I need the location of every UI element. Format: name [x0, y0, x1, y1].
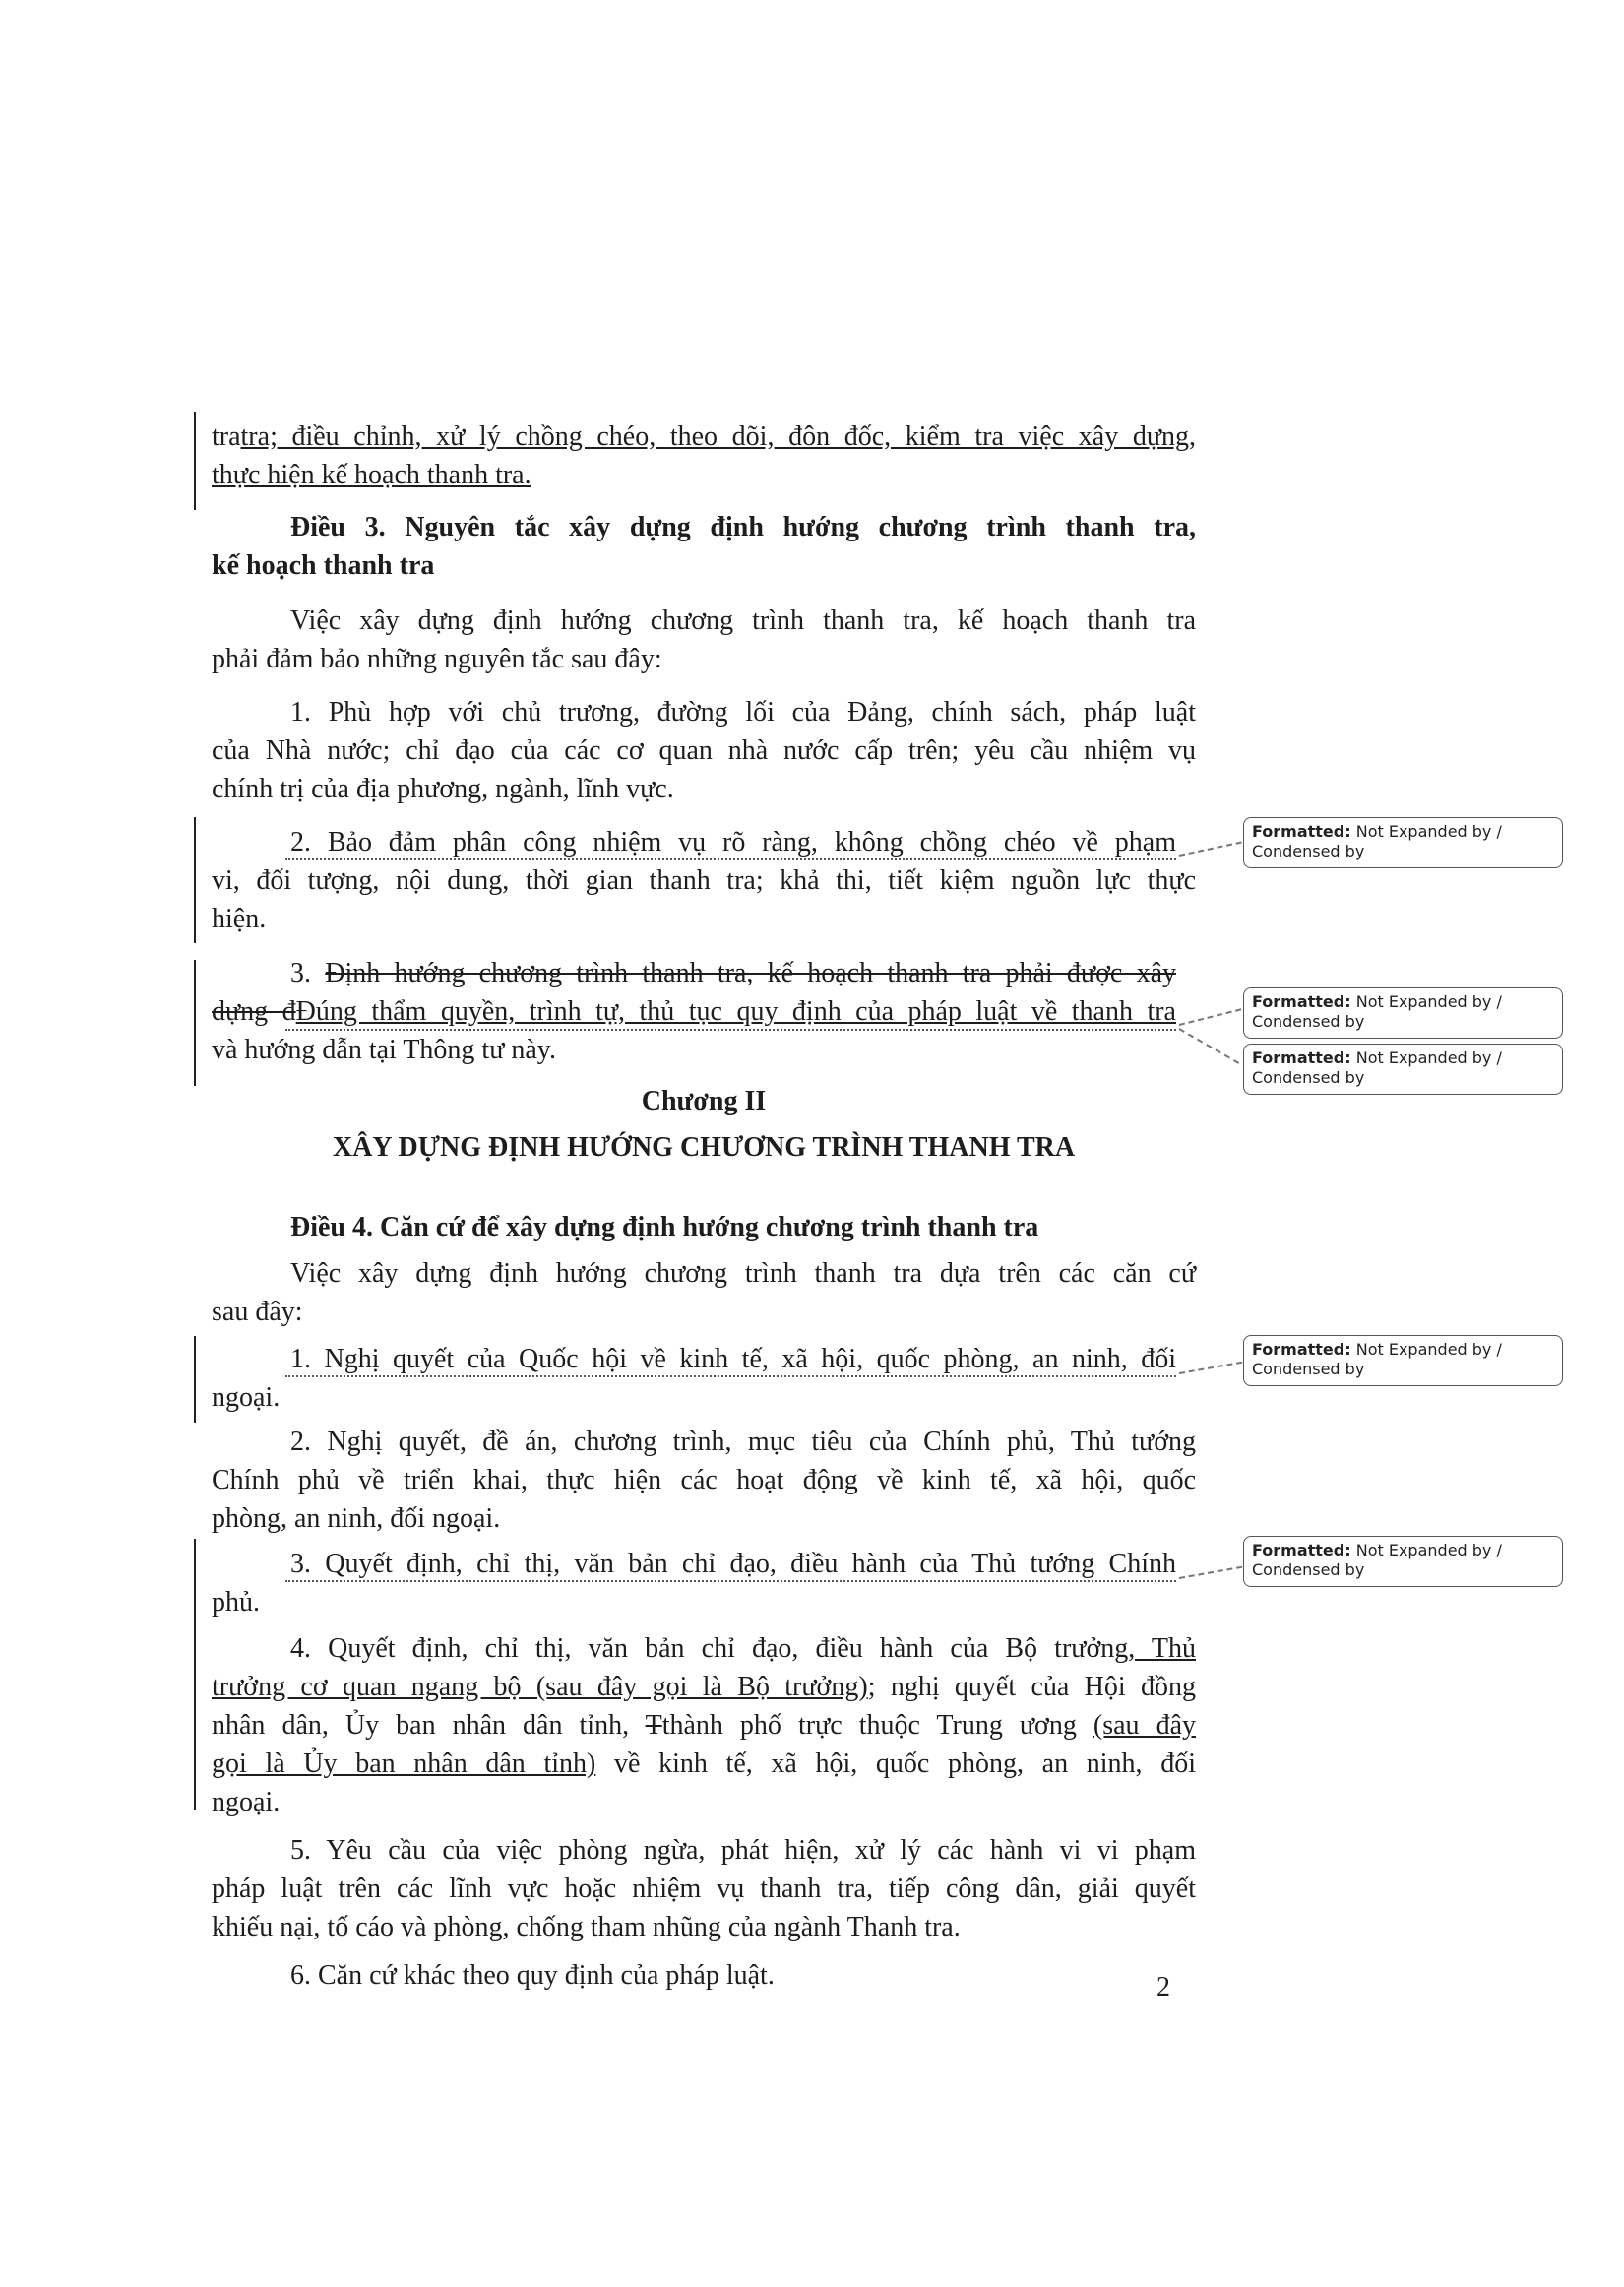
- body-text-line: của Nhà nước; chỉ đạo của các cơ quan nhà nước cấp trên; yêu cầu nhiệm vụ: [212, 735, 1196, 766]
- body-text-line: phòng, an ninh, đối ngoại.: [212, 1503, 501, 1534]
- dotted-underline: [285, 1580, 1176, 1582]
- dotted-underline: [285, 858, 1176, 860]
- body-text-line: 3. Quyết định, chỉ thị, văn bản chỉ đạo, điều hành của Thủ tướng Chính: [290, 1549, 1176, 1579]
- deleted-text: Định hướng chương trình thanh tra, kế hoạch thanh tra phải được xây: [325, 958, 1176, 988]
- balloon-text: Not Expanded by / Condensed by: [1252, 992, 1502, 1031]
- body-text-line: tratra; điều chỉnh, xử lý chồng chéo, theo dõi, đôn đốc, kiểm tra việc xây dựng,: [212, 421, 1196, 452]
- body-text-line: pháp luật trên các lĩnh vực hoặc nhiệm vụ thanh tra, tiếp công dân, giải quyết: [212, 1874, 1196, 1904]
- deleted-text: dựng đ: [212, 996, 296, 1027]
- inserted-text: (sau đây: [1093, 1710, 1197, 1741]
- body-text-line: Việc xây dựng định hướng chương trình thanh tra dựa trên các căn cứ: [290, 1258, 1196, 1289]
- body-text-line: nhân dân, Ủy ban nhân dân tỉnh, Tthành phố trực thuộc Trung ương (sau đây: [212, 1710, 1197, 1741]
- inserted-text: , Thủ: [1128, 1633, 1196, 1664]
- balloon-connector: [1179, 1362, 1242, 1374]
- chapter-title: XÂY DỰNG ĐỊNH HƯỚNG CHƯƠNG TRÌNH THANH TRA: [332, 1132, 1076, 1163]
- body-text-line: [212, 993, 1176, 1031]
- balloon-connector: [1179, 1028, 1240, 1064]
- chapter-label: Chương II: [641, 1086, 767, 1116]
- body-text-line: 2. Nghị quyết, đề án, chương trình, mục tiêu của Chính phủ, Thủ tướng: [290, 1427, 1196, 1457]
- formatting-balloon[interactable]: [1243, 1335, 1563, 1386]
- inserted-text: thực hiện kế hoạch thanh tra.: [212, 460, 531, 490]
- balloon-text: Not Expanded by / Condensed by: [1252, 1541, 1502, 1579]
- body-text-line: chính trị của địa phương, ngành, lĩnh vực.: [212, 774, 674, 804]
- balloon-connector: [1179, 1566, 1242, 1579]
- body-text-line: phải đảm bảo những nguyên tắc sau đây:: [212, 644, 662, 674]
- body-text-line: 6. Căn cứ khác theo quy định của pháp luật.: [290, 1960, 775, 1991]
- balloon-connector: [1179, 1008, 1242, 1026]
- balloon-text: Not Expanded by / Condensed by: [1252, 1048, 1502, 1087]
- balloon-label: Formatted:: [1252, 1048, 1351, 1067]
- inserted-text: gọi là Ủy ban nhân dân tỉnh): [212, 1748, 596, 1779]
- formatting-balloon[interactable]: [1243, 1044, 1563, 1095]
- body-text-line: [212, 457, 531, 494]
- body-text-line: gọi là Ủy ban nhân dân tỉnh) về kinh tế, xã hội, quốc phòng, an ninh, đối: [212, 1748, 1196, 1779]
- balloon-label: Formatted:: [1252, 992, 1351, 1011]
- formatting-balloon[interactable]: [1243, 1536, 1563, 1587]
- change-bar: [194, 1539, 196, 1810]
- change-bar: [194, 817, 196, 943]
- body-text-line: phủ.: [212, 1587, 260, 1618]
- body-text-line: 3. Định hướng chương trình thanh tra, kế hoạch thanh tra phải được xây: [290, 958, 1176, 988]
- inserted-text: tra; điều chỉnh, xử lý chồng chéo, theo dõi, đôn đốc, kiểm tra việc xây dựng,: [240, 421, 1196, 452]
- body-text-line: ngoại.: [212, 1382, 281, 1413]
- dotted-underline: [285, 1375, 1176, 1377]
- body-text-line: vi, đối tượng, nội dung, thời gian thanh tra; khả thi, tiết kiệm nguồn lực thực: [212, 865, 1196, 896]
- body-text-line: Chính phủ về triển khai, thực hiện các hoạt động về kinh tế, xã hội, quốc: [212, 1465, 1196, 1495]
- article-heading: Điều 3. Nguyên tắc xây dựng định hướng chương trình thanh tra,: [290, 512, 1196, 542]
- body-text-line: và hướng dẫn tại Thông tư này.: [212, 1035, 556, 1065]
- article-heading: Điều 4. Căn cứ để xây dựng định hướng chương trình thanh tra: [290, 1212, 1039, 1242]
- deleted-text: T: [645, 1710, 662, 1741]
- body-text-line: 5. Yêu cầu của việc phòng ngừa, phát hiện, xử lý các hành vi vi phạm: [290, 1835, 1196, 1866]
- body-text-line: hiện.: [212, 904, 267, 934]
- change-bar: [194, 412, 196, 510]
- inserted-text: trưởng cơ quan ngang bộ (sau đây gọi là Bộ trưởng): [212, 1672, 868, 1702]
- body-text-line: 1. Nghị quyết của Quốc hội về kinh tế, xã hội, quốc phòng, an ninh, đối: [290, 1344, 1176, 1374]
- article-heading: kế hoạch thanh tra: [212, 550, 435, 581]
- balloon-label: Formatted:: [1252, 1541, 1351, 1559]
- formatting-balloon[interactable]: [1243, 987, 1563, 1039]
- dotted-underline: [285, 1029, 1176, 1031]
- body-text-line: 2. Bảo đảm phân công nhiệm vụ rõ ràng, không chồng chéo về phạm: [290, 827, 1176, 858]
- formatting-balloon[interactable]: [1243, 817, 1563, 868]
- inserted-text: Đúng thẩm quyền, trình tự, thủ tục quy định của pháp luật về thanh tra: [295, 996, 1176, 1027]
- balloon-text: Not Expanded by / Condensed by: [1252, 822, 1502, 860]
- balloon-label: Formatted:: [1252, 1340, 1351, 1359]
- balloon-label: Formatted:: [1252, 822, 1351, 841]
- body-text-line: sau đây:: [212, 1297, 303, 1327]
- body-text-line: 1. Phù hợp với chủ trương, đường lối của Đảng, chính sách, pháp luật: [290, 697, 1196, 728]
- body-text-line: khiếu nại, tố cáo và phòng, chống tham nhũng của ngành Thanh tra.: [212, 1912, 961, 1942]
- change-bar: [194, 1336, 196, 1423]
- body-text-line: Việc xây dựng định hướng chương trình thanh tra, kế hoạch thanh tra: [290, 605, 1196, 636]
- body-text-line: ngoại.: [212, 1787, 281, 1817]
- change-bar: [194, 960, 196, 1086]
- body-text-line: trưởng cơ quan ngang bộ (sau đây gọi là Bộ trưởng); nghị quyết của Hội đồng: [212, 1672, 1197, 1702]
- balloon-connector: [1179, 842, 1242, 857]
- page-number: 2: [1156, 1972, 1170, 2002]
- body-text-line: 4. Quyết định, chỉ thị, văn bản chỉ đạo, điều hành của Bộ trưởng, Thủ: [290, 1633, 1196, 1664]
- balloon-text: Not Expanded by / Condensed by: [1252, 1340, 1502, 1378]
